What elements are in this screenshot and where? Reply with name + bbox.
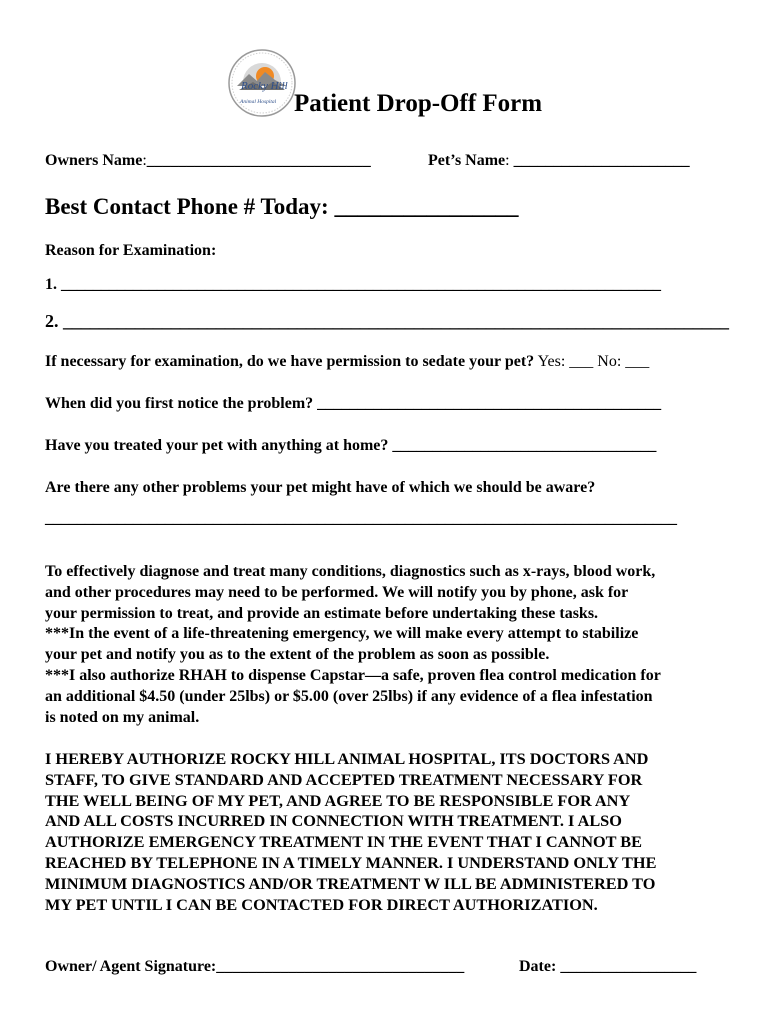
date-field[interactable]: Date: _________________ — [519, 958, 697, 975]
info-line: ***In the event of a life-threatening emergency, we will make every attempt to stabilize — [45, 625, 639, 643]
logo-line2: Animal Hospital — [240, 99, 277, 105]
info-line: an additional $4.50 (under 25lbs) or $5.00 (over 25lbs) if any evidence of a flea infestation — [45, 687, 653, 705]
authorization-line: AND ALL COSTS INCURRED IN CONNECTION WITH TREATMENT. I ALSO — [45, 811, 622, 831]
authorization-line: THE WELL BEING OF MY PET, AND AGREE TO BE RESPONSIBLE FOR ANY — [45, 790, 631, 810]
authorization-paragraph — [45, 749, 735, 915]
pet-name-field[interactable]: ______________________ — [509, 152, 690, 169]
logo-line1: Rocky Hill — [241, 80, 288, 92]
first-notice-field[interactable]: When did you first notice the problem? ___________________________________________ — [45, 395, 662, 412]
treated-field[interactable]: Have you treated your pet with anything at home? _________________________________ — [45, 437, 657, 454]
authorization-line: REACHED BY TELEPHONE IN A TIMELY MANNER. I UNDERSTAND ONLY THE — [45, 852, 657, 872]
sedate-options[interactable]: Yes: ___ No: ___ — [534, 353, 650, 370]
hospital-logo — [227, 48, 297, 118]
pet-name-row — [428, 152, 690, 170]
info-line: and other procedures may need to be performed. We will notify you by phone, ask for — [45, 583, 629, 601]
reason-field-2[interactable]: 2. __________________________________________________________________________ — [45, 311, 729, 331]
authorization-line: I HEREBY AUTHORIZE ROCKY HILL ANIMAL HOSPITAL, ITS DOCTORS AND — [45, 749, 649, 768]
phone-field[interactable]: Best Contact Phone # Today: ________________ — [45, 194, 519, 219]
info-paragraph — [45, 562, 735, 728]
owner-name-colon: : — [142, 152, 147, 169]
sedate-question: If necessary for examination, do we have permission to sedate your pet? — [45, 353, 535, 370]
pet-name-label: Pet’s Name — [428, 152, 506, 169]
sedate-row — [45, 353, 649, 371]
owner-name-label: Owners Name — [45, 152, 143, 169]
pet-name-colon: : — [505, 152, 510, 169]
other-problems-field[interactable]: _______________________________________________________________________________ — [45, 510, 677, 527]
signature-field[interactable]: Owner/ Agent Signature:_______________________________ — [45, 958, 465, 975]
authorization-line: MY PET UNTIL I CAN BE CONTACTED FOR DIRECT AUTHORIZATION. — [45, 894, 598, 914]
owner-name-field[interactable]: ____________________________ — [146, 152, 371, 169]
info-line: To effectively diagnose and treat many conditions, diagnostics such as x-rays, blood work, — [45, 563, 656, 580]
authorization-line: STAFF, TO GIVE STANDARD AND ACCEPTED TREATMENT NECESSARY FOR — [45, 769, 643, 789]
other-problems-question: Are there any other problems your pet might have of which we should be aware? — [45, 479, 596, 496]
info-line: ***I also authorize RHAH to dispense Capstar—a safe, proven flea control medication for — [45, 666, 661, 684]
authorization-line: MINIMUM DIAGNOSTICS AND/OR TREATMENT W ILL BE ADMINISTERED TO — [45, 873, 656, 893]
form-title: Patient Drop-Off Form — [294, 90, 543, 117]
authorization-line: AUTHORIZE EMERGENCY TREATMENT IN THE EVENT THAT I CANNOT BE — [45, 832, 642, 852]
owner-name-row — [45, 152, 371, 170]
info-line: your pet and notify you as to the extent of the problem as soon as possible. — [45, 646, 550, 664]
reason-field-1[interactable]: 1. ___________________________________________________________________________ — [45, 276, 661, 293]
reason-heading: Reason for Examination: — [45, 242, 217, 259]
info-line: your permission to treat, and provide an estimate before undertaking these tasks. — [45, 604, 599, 622]
info-line: is noted on my animal. — [45, 708, 200, 726]
